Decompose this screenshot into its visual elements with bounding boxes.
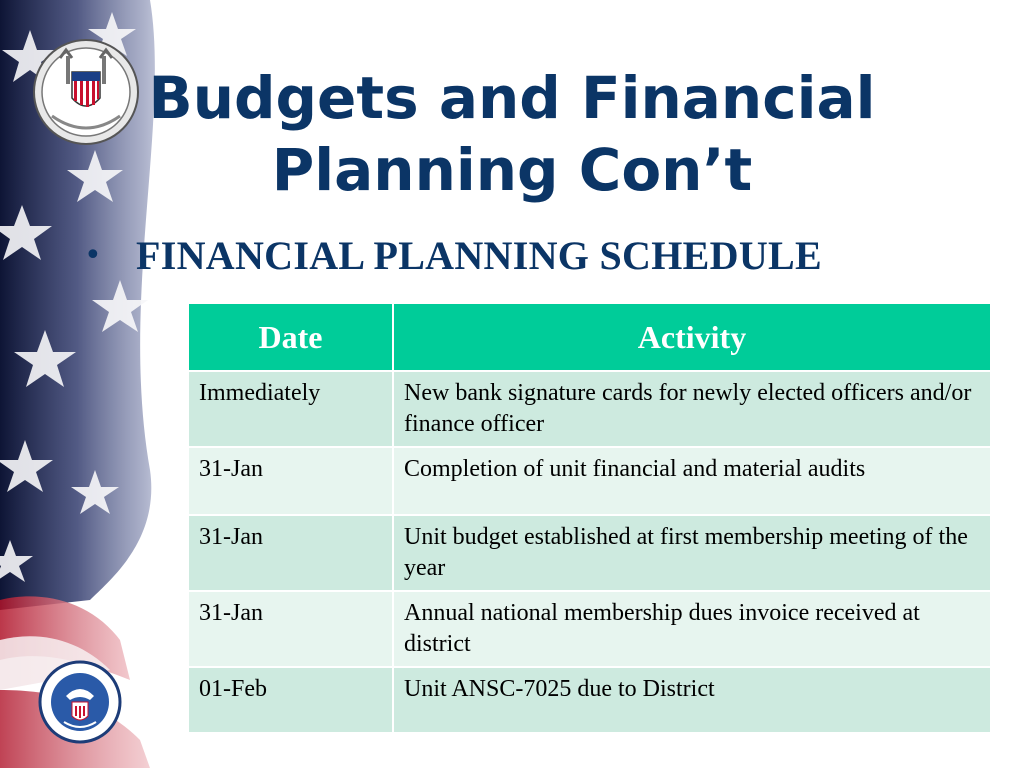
table-row: [188, 591, 991, 667]
activity-cell: Completion of unit financial and material audits: [393, 447, 991, 515]
homeland-security-seal-icon: [38, 660, 122, 744]
activity-cell: New bank signature cards for newly elected officers and/or finance officer: [393, 371, 991, 447]
slide-title-line-2: Planning Con’t: [271, 136, 753, 204]
date-cell: Immediately: [188, 371, 393, 447]
bullet-dot-icon: •: [84, 238, 102, 273]
table-header-row: [188, 303, 991, 371]
slide-title-line-1: Budgets and Financial: [148, 64, 876, 132]
financial-schedule-table: [187, 302, 992, 734]
date-cell: 31-Jan: [188, 591, 393, 667]
bullet-text: FINANCIAL PLANNING SCHEDULE: [136, 233, 822, 278]
activity-cell: Annual national membership dues invoice received at district: [393, 591, 991, 667]
date-cell: 31-Jan: [188, 447, 393, 515]
date-cell: 01-Feb: [188, 667, 393, 733]
table-row: [188, 371, 991, 447]
activity-cell: Unit budget established at first membership meeting of the year: [393, 515, 991, 591]
table-row: [188, 447, 991, 515]
coast-guard-auxiliary-seal-icon: [30, 36, 142, 148]
table-row: [188, 667, 991, 733]
activity-cell: Unit ANSC-7025 due to District: [393, 667, 991, 733]
header-date: Date: [188, 303, 393, 371]
slide-title: [140, 62, 884, 206]
date-cell: 31-Jan: [188, 515, 393, 591]
header-activity: Activity: [393, 303, 991, 371]
table-row: [188, 515, 991, 591]
bullet-item: [84, 232, 822, 279]
